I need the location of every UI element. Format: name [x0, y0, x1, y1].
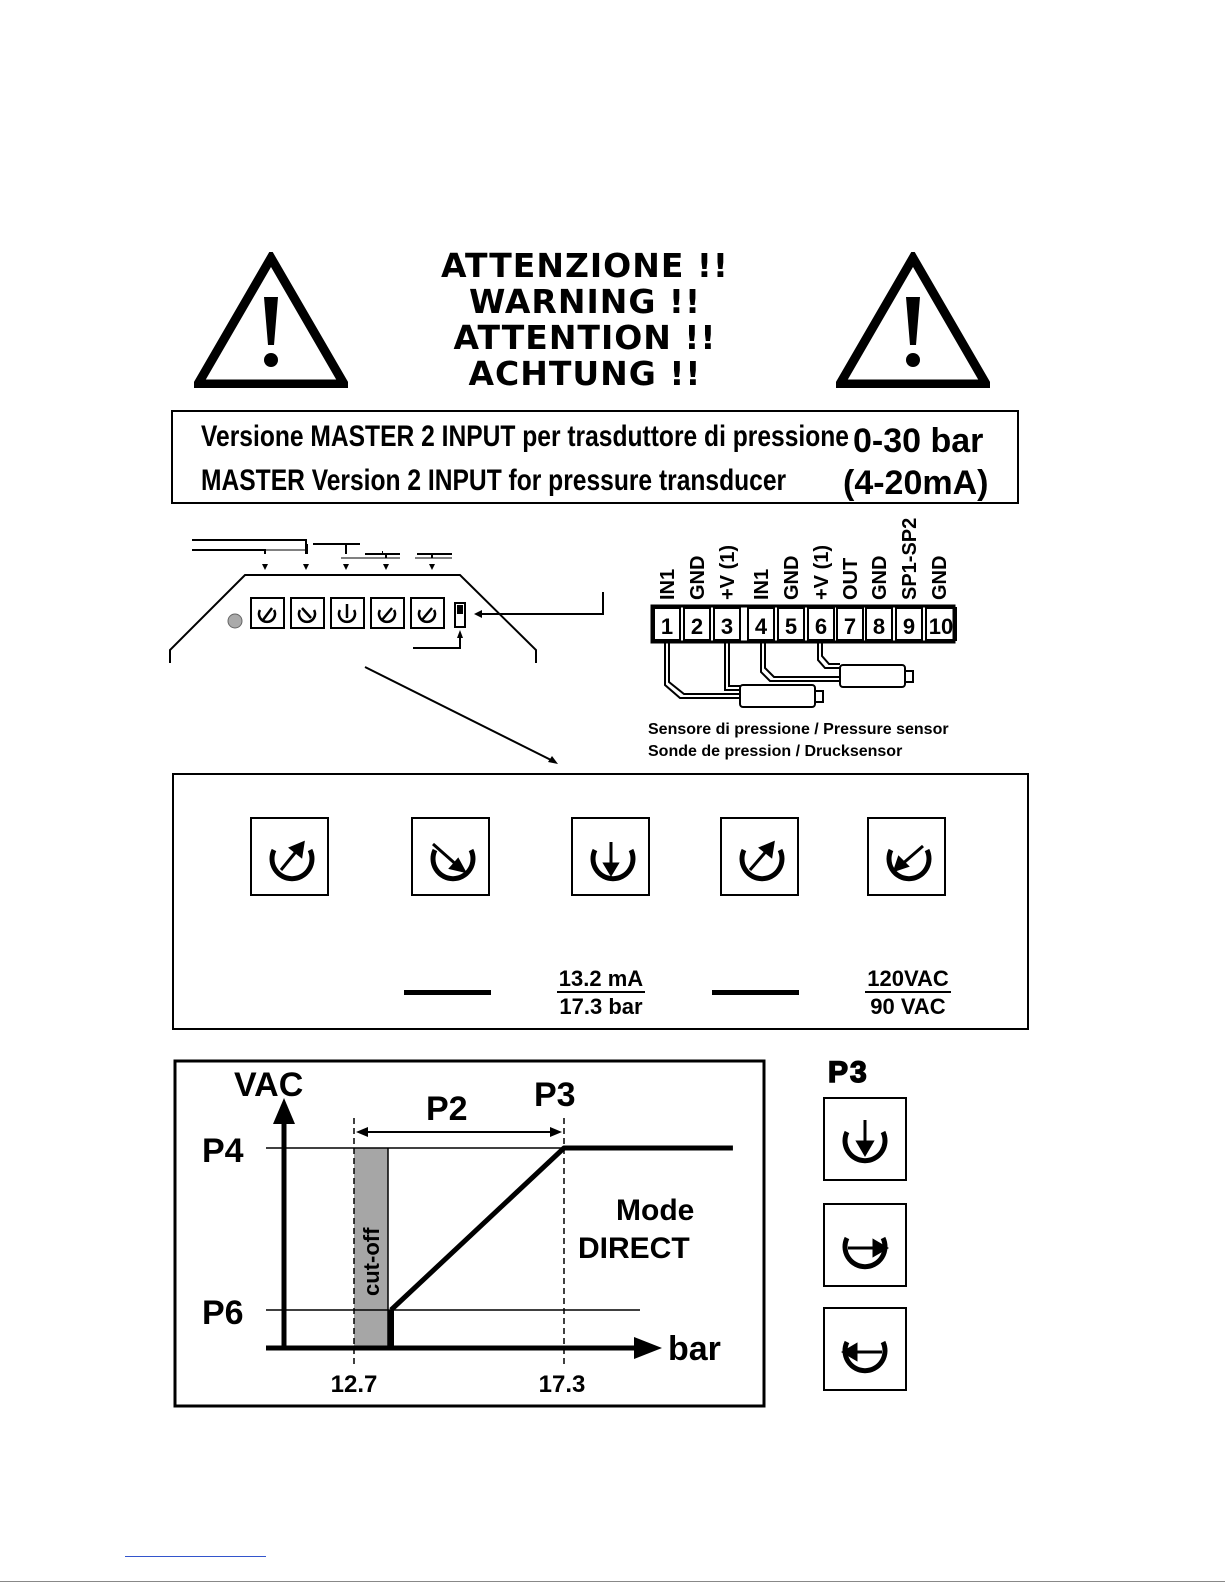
warning-line-de: ACHTUNG !! — [468, 354, 702, 393]
version-line-en: MASTER Version 2 INPUT for pressure transducer — [201, 464, 787, 497]
terminal-label-7: OUT — [840, 557, 862, 600]
key3-current: 13.2 mA — [558, 966, 644, 991]
warning-line-fr: ATTENTION !! — [453, 318, 717, 357]
terminal-label-3: +V (1) — [717, 544, 739, 600]
terminal-block — [640, 510, 980, 710]
version-line-it: Versione MASTER 2 INPUT per trasduttore di pressione — [201, 420, 849, 453]
key5-values — [848, 966, 968, 1021]
span-label-p2: P2 — [426, 1090, 468, 1128]
sensor-caption-fr-de: Sonde de pression / Drucksensor — [648, 743, 903, 760]
terminal-label-5: GND — [781, 555, 803, 600]
version-box — [171, 410, 1019, 504]
terminal-number-1: 1 — [660, 614, 674, 639]
terminal-label-6: +V (1) — [811, 544, 833, 600]
terminal-number-10: 10 — [928, 614, 954, 639]
terminal-label-9: SP1-SP2 — [899, 517, 921, 600]
mode-label-1: Mode — [616, 1194, 695, 1227]
output-curve-chart — [172, 1058, 768, 1410]
terminal-label-4: IN1 — [751, 568, 773, 600]
terminal-number-2: 2 — [690, 614, 704, 639]
y-level-p4: P4 — [202, 1132, 244, 1170]
terminal-number-9: 9 — [902, 614, 916, 639]
pressure-range: 0-30 bar — [853, 422, 984, 460]
key-up-right-2-box — [721, 818, 798, 895]
param-title: P3 — [828, 1058, 869, 1089]
terminal-number-5: 5 — [784, 614, 798, 639]
sensor-caption-it-en: Sensore di pressione / Pressure sensor — [648, 721, 949, 738]
key4-empty-value — [712, 990, 799, 995]
footer-link-underline — [125, 1556, 266, 1557]
key-up-right-box — [251, 818, 328, 895]
terminal-label-1: IN1 — [657, 568, 679, 600]
warning-heading — [380, 248, 790, 392]
key3-pressure: 17.3 bar — [559, 994, 643, 1019]
warning-line-en: WARNING !! — [468, 282, 702, 321]
key-down-left-box — [868, 818, 945, 895]
key5-min-voltage: 90 VAC — [870, 994, 946, 1019]
y-level-p6: P6 — [202, 1294, 244, 1332]
key5-max-voltage: 120VAC — [867, 966, 949, 991]
warning-line-it: ATTENZIONE !! — [441, 246, 729, 285]
x-tick-label-1: 12.7 — [330, 1371, 378, 1398]
front-panel-diagram — [160, 530, 620, 770]
x-axis-label: bar — [668, 1330, 721, 1368]
param-keys — [822, 1058, 922, 1398]
keys-row — [245, 812, 955, 902]
warning-triangle-right-icon — [836, 252, 990, 388]
warning-triangle-left-icon — [194, 252, 348, 388]
y-axis-label: VAC — [234, 1066, 304, 1104]
terminal-number-4: 4 — [754, 614, 768, 639]
terminal-number-7: 7 — [843, 614, 857, 639]
key3-values — [541, 966, 661, 1021]
cutoff-label: cut-off — [359, 1227, 384, 1296]
terminal-label-2: GND — [687, 555, 709, 600]
signal-range: (4-20mA) — [843, 464, 989, 502]
span-label-p3: P3 — [534, 1076, 576, 1114]
x-tick-label-2: 17.3 — [538, 1371, 586, 1398]
mode-label-2: DIRECT — [578, 1232, 690, 1265]
terminal-number-6: 6 — [814, 614, 828, 639]
page-bottom-rule — [0, 1581, 1225, 1582]
terminal-number-3: 3 — [720, 614, 734, 639]
key-down-right-box — [412, 818, 489, 895]
terminal-label-10: GND — [929, 555, 951, 600]
terminal-number-8: 8 — [872, 614, 886, 639]
terminal-label-8: GND — [869, 555, 891, 600]
key2-empty-value — [404, 990, 491, 995]
